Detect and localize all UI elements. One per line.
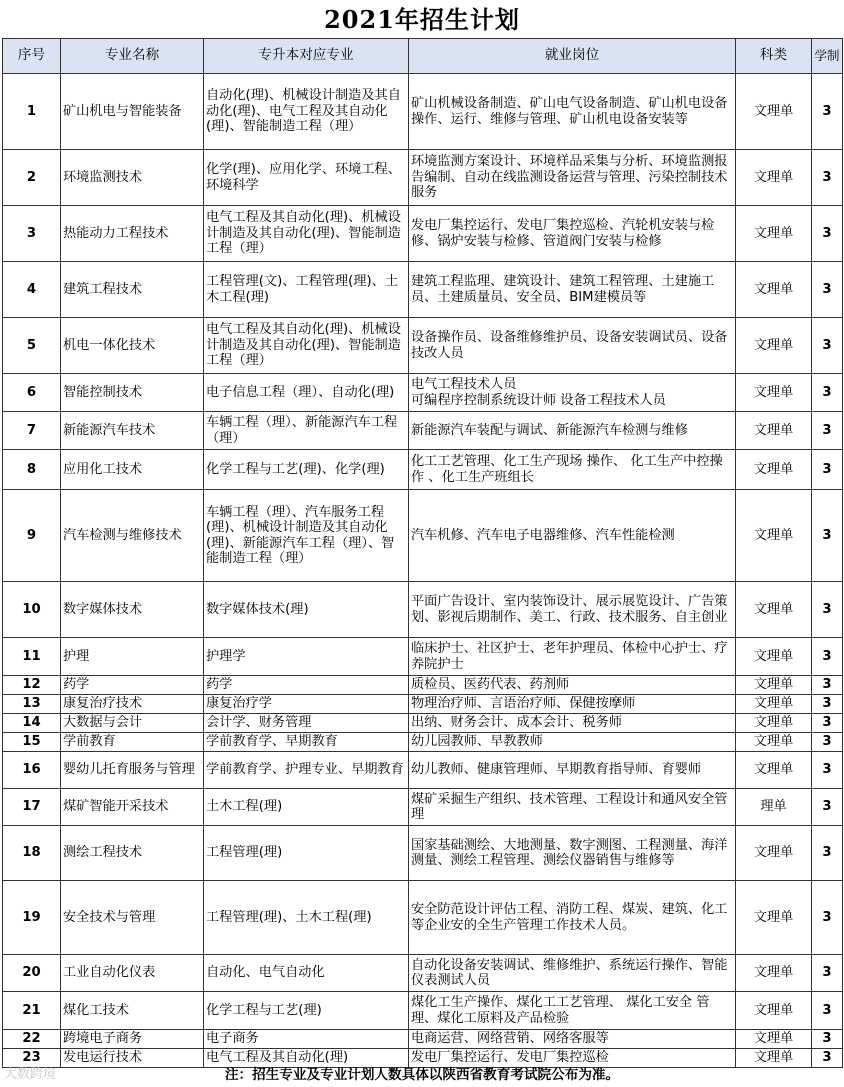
table-row [3, 206, 843, 262]
row-zsb-major: 工程管理(理)、土木工程(理) [204, 881, 409, 955]
row-zsb-major: 电气工程及其自动化(理) [204, 1049, 409, 1068]
row-jobs: 煤矿采掘生产组织、技术管理、工程设计和通风安全管理 [409, 789, 736, 826]
row-zsb-major: 电子信息工程（理）、自动化(理) [204, 374, 409, 412]
row-category: 理单 [736, 789, 812, 826]
table-row [3, 262, 843, 318]
row-duration: 3 [812, 733, 843, 752]
row-zsb-major: 车辆工程（理）、汽车服务工程(理)、机械设计制造及其自动化(理)、新能源汽车工程（理）、智能制造工程（理） [204, 490, 409, 582]
row-duration: 3 [812, 490, 843, 582]
row-jobs: 国家基础测绘、大地测量、数字测图、工程测量、海洋测量、测绘工程管理、测绘仪器销售与维修等 [409, 826, 736, 881]
row-category: 文理单 [736, 150, 812, 206]
row-category: 文理单 [736, 450, 812, 490]
row-zsb-major: 化学工程与工艺(理)、化学(理) [204, 450, 409, 490]
row-jobs: 建筑工程监理、建筑设计、建筑工程管理、土建施工员、土建质量员、安全员、BIM建模员等 [409, 262, 736, 318]
row-major: 康复治疗技术 [61, 695, 204, 714]
row-jobs: 平面广告设计、室内装饰设计、展示展览设计、广告策划、影视后期制作、美工、行政、技术服务、自主创业 [409, 582, 736, 638]
row-duration: 3 [812, 955, 843, 992]
row-category: 文理单 [736, 318, 812, 374]
row-major: 护理 [61, 638, 204, 676]
row-index: 23 [3, 1049, 61, 1068]
header-major: 专业名称 [61, 39, 204, 74]
row-duration: 3 [812, 150, 843, 206]
row-zsb-major: 自动化、电气自动化 [204, 955, 409, 992]
row-zsb-major: 会计学、财务管理 [204, 714, 409, 733]
row-major: 婴幼儿托育服务与管理 [61, 752, 204, 789]
row-major: 热能动力工程技术 [61, 206, 204, 262]
row-jobs: 新能源汽车装配与调试、新能源汽车检测与维修 [409, 412, 736, 450]
row-index: 3 [3, 206, 61, 262]
table-row [3, 992, 843, 1030]
row-category: 文理单 [736, 374, 812, 412]
row-zsb-major: 土木工程(理) [204, 789, 409, 826]
row-category: 文理单 [736, 412, 812, 450]
table-row [3, 789, 843, 826]
row-zsb-major: 电子商务 [204, 1030, 409, 1049]
row-duration: 3 [812, 714, 843, 733]
row-category: 文理单 [736, 733, 812, 752]
row-zsb-major: 学前教育学、护理专业、早期教育 [204, 752, 409, 789]
row-duration: 3 [812, 1030, 843, 1049]
row-jobs: 矿山机械设备制造、矿山电气设备制造、矿山机电设备操作、运行、维修与管理、矿山机电设备安装等 [409, 74, 736, 150]
row-duration: 3 [812, 318, 843, 374]
row-jobs: 电商运营、网络营销、网络客服等 [409, 1030, 736, 1049]
row-major: 智能控制技术 [61, 374, 204, 412]
row-category: 文理单 [736, 714, 812, 733]
row-index: 14 [3, 714, 61, 733]
table-row [3, 450, 843, 490]
row-index: 1 [3, 74, 61, 150]
row-index: 15 [3, 733, 61, 752]
table-row [3, 638, 843, 676]
row-major: 汽车检测与维修技术 [61, 490, 204, 582]
row-major: 安全技术与管理 [61, 881, 204, 955]
row-major: 药学 [61, 676, 204, 695]
header-jobs: 就业岗位 [409, 39, 736, 74]
row-jobs: 环境监测方案设计、环境样品采集与分析、环境监测报告编制、自动在线监测设备运营与管理、污染控制技术服务 [409, 150, 736, 206]
row-jobs: 幼儿园教师、早教教师 [409, 733, 736, 752]
row-major: 发电运行技术 [61, 1049, 204, 1068]
row-zsb-major: 护理学 [204, 638, 409, 676]
row-zsb-major: 康复治疗学 [204, 695, 409, 714]
row-zsb-major: 学前教育学、早期教育 [204, 733, 409, 752]
row-duration: 3 [812, 262, 843, 318]
row-major: 机电一体化技术 [61, 318, 204, 374]
table-row [3, 74, 843, 150]
row-jobs: 设备操作员、设备维修维护员、设备安装调试员、设备技改人员 [409, 318, 736, 374]
table-row [3, 955, 843, 992]
row-index: 13 [3, 695, 61, 714]
table-row [3, 374, 843, 412]
row-index: 2 [3, 150, 61, 206]
header-category: 科类 [736, 39, 812, 74]
row-index: 22 [3, 1030, 61, 1049]
row-index: 20 [3, 955, 61, 992]
row-major: 工业自动化仪表 [61, 955, 204, 992]
row-zsb-major: 工程管理(文)、工程管理(理)、土木工程(理) [204, 262, 409, 318]
table-header [3, 39, 843, 74]
row-category: 文理单 [736, 1049, 812, 1068]
row-jobs: 煤化工生产操作、煤化工工艺管理、 煤化工安全 管理、煤化工原料及产品检验 [409, 992, 736, 1030]
table-body [3, 74, 843, 1068]
row-category: 文理单 [736, 992, 812, 1030]
table-row [3, 490, 843, 582]
footnote: 注：招生专业及专业计划人数具体以陕西省教育考试院公布为准。 [224, 1067, 620, 1083]
row-jobs: 化工工艺管理、化工生产现场 操作、 化工生产中控操作 、化工生产班组长 [409, 450, 736, 490]
row-index: 9 [3, 490, 61, 582]
row-jobs: 安全防范设计评估工程、消防工程、煤炭、建筑、化工等企业安的全生产管理工作技术人员。 [409, 881, 736, 955]
row-index: 18 [3, 826, 61, 881]
row-duration: 3 [812, 374, 843, 412]
table-row [3, 412, 843, 450]
row-major: 环境监测技术 [61, 150, 204, 206]
row-category: 文理单 [736, 955, 812, 992]
row-index: 11 [3, 638, 61, 676]
row-category: 文理单 [736, 582, 812, 638]
row-major: 新能源汽车技术 [61, 412, 204, 450]
row-category: 文理单 [736, 262, 812, 318]
row-major: 应用化工技术 [61, 450, 204, 490]
row-duration: 3 [812, 1049, 843, 1068]
row-category: 文理单 [736, 752, 812, 789]
row-duration: 3 [812, 74, 843, 150]
row-duration: 3 [812, 826, 843, 881]
row-jobs: 物理治疗师、言语治疗师、保健按摩师 [409, 695, 736, 714]
row-jobs: 自动化设备安装调试、维修维护、系统运行操作、智能仪表测试人员 [409, 955, 736, 992]
row-duration: 3 [812, 789, 843, 826]
row-index: 7 [3, 412, 61, 450]
row-jobs: 发电厂集控运行、发电厂集控巡检 [409, 1049, 736, 1068]
row-zsb-major: 药学 [204, 676, 409, 695]
row-major: 煤化工技术 [61, 992, 204, 1030]
row-duration: 3 [812, 412, 843, 450]
row-index: 21 [3, 992, 61, 1030]
row-duration: 3 [812, 638, 843, 676]
row-zsb-major: 工程管理(理) [204, 826, 409, 881]
table-row [3, 826, 843, 881]
watermark: 大数跨境 [4, 1067, 57, 1082]
row-category: 文理单 [736, 881, 812, 955]
row-jobs: 幼儿教师、健康管理师、早期教育指导师、育婴师 [409, 752, 736, 789]
row-index: 8 [3, 450, 61, 490]
table-row [3, 752, 843, 789]
header-zsb-major: 专升本对应专业 [204, 39, 409, 74]
row-category: 文理单 [736, 638, 812, 676]
table-row [3, 733, 843, 752]
row-duration: 3 [812, 676, 843, 695]
row-duration: 3 [812, 881, 843, 955]
table-row [3, 318, 843, 374]
row-zsb-major: 车辆工程（理）、新能源汽车工程（理） [204, 412, 409, 450]
row-jobs: 质检员、医药代表、药剂师 [409, 676, 736, 695]
row-index: 19 [3, 881, 61, 955]
table-row [3, 1049, 843, 1068]
row-category: 文理单 [736, 695, 812, 714]
row-zsb-major: 电气工程及其自动化(理)、机械设计制造及其自动化(理)、智能制造工程（理） [204, 206, 409, 262]
row-duration: 3 [812, 206, 843, 262]
table-row [3, 582, 843, 638]
table-row [3, 676, 843, 695]
row-index: 17 [3, 789, 61, 826]
table-row [3, 150, 843, 206]
row-major: 学前教育 [61, 733, 204, 752]
row-major: 跨境电子商务 [61, 1030, 204, 1049]
table-row [3, 714, 843, 733]
row-category: 文理单 [736, 490, 812, 582]
row-category: 文理单 [736, 74, 812, 150]
enrollment-plan-table [2, 38, 843, 1068]
row-jobs: 临床护士、社区护士、老年护理员、体检中心护士、疗养院护士 [409, 638, 736, 676]
row-major: 矿山机电与智能装备 [61, 74, 204, 150]
row-category: 文理单 [736, 826, 812, 881]
row-category: 文理单 [736, 676, 812, 695]
row-category: 文理单 [736, 206, 812, 262]
row-zsb-major: 自动化(理)、机械设计制造及其自动化(理)、电气工程及其自动化(理)、智能制造工程（理） [204, 74, 409, 150]
row-major: 煤矿智能开采技术 [61, 789, 204, 826]
row-category: 文理单 [736, 1030, 812, 1049]
row-jobs: 电气工程技术人员 可编程序控制系统设计师 设备工程技术人员 [409, 374, 736, 412]
row-duration: 3 [812, 752, 843, 789]
row-duration: 3 [812, 450, 843, 490]
row-index: 6 [3, 374, 61, 412]
row-duration: 3 [812, 992, 843, 1030]
row-zsb-major: 化学工程与工艺(理) [204, 992, 409, 1030]
row-index: 5 [3, 318, 61, 374]
row-duration: 3 [812, 695, 843, 714]
row-zsb-major: 数字媒体技术(理) [204, 582, 409, 638]
header-duration: 学制 [812, 39, 843, 74]
row-index: 16 [3, 752, 61, 789]
row-index: 10 [3, 582, 61, 638]
table-row [3, 881, 843, 955]
row-major: 测绘工程技术 [61, 826, 204, 881]
table-row [3, 695, 843, 714]
header-index: 序号 [3, 39, 61, 74]
row-zsb-major: 电气工程及其自动化(理)、机械设计制造及其自动化(理)、智能制造工程（理） [204, 318, 409, 374]
header-row [3, 39, 843, 74]
page-title: 2021年招生计划 [324, 5, 520, 34]
row-zsb-major: 化学(理)、应用化学、环境工程、环境科学 [204, 150, 409, 206]
row-jobs: 汽车机修、汽车电子电器维修、汽车性能检测 [409, 490, 736, 582]
table-row [3, 1030, 843, 1049]
row-duration: 3 [812, 582, 843, 638]
row-jobs: 出纳、财务会计、成本会计、税务师 [409, 714, 736, 733]
row-index: 12 [3, 676, 61, 695]
row-jobs: 发电厂集控运行、发电厂集控巡检、汽轮机安装与检修、锅炉安装与检修、管道阀门安装与检修 [409, 206, 736, 262]
row-index: 4 [3, 262, 61, 318]
row-major: 大数据与会计 [61, 714, 204, 733]
row-major: 数字媒体技术 [61, 582, 204, 638]
row-major: 建筑工程技术 [61, 262, 204, 318]
